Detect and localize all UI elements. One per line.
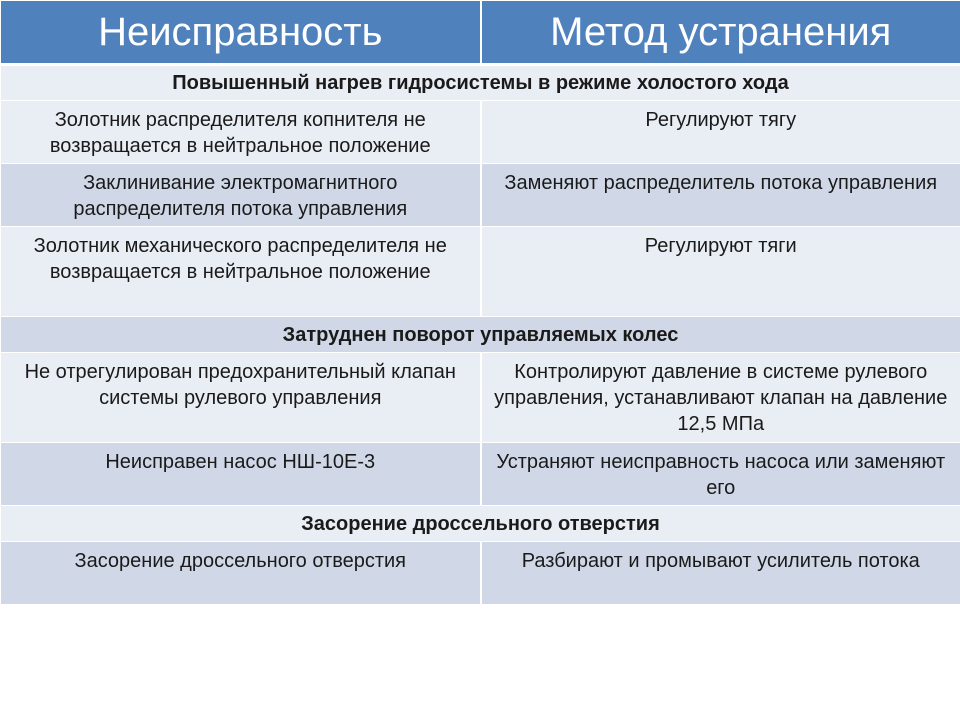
fault-cell: Золотник распределителя копнителя не возвращается в нейтральное положение bbox=[1, 101, 481, 164]
method-cell: Устраняют неисправность насоса или заменяют его bbox=[481, 443, 960, 506]
fault-cell: Золотник механического распределителя не возвращается в нейтральное положение bbox=[1, 227, 481, 317]
table-row bbox=[1, 542, 960, 605]
section-row bbox=[1, 317, 960, 353]
method-cell: Регулируют тягу bbox=[481, 101, 960, 164]
fault-cell: Неисправен насос НШ-10Е-3 bbox=[1, 443, 481, 506]
method-cell: Заменяют распределитель потока управления bbox=[481, 164, 960, 227]
method-cell: Контролируют давление в системе рулевого управления, устанавливают клапан на давление 12,5 МПа bbox=[481, 353, 960, 443]
fault-cell: Не отрегулирован предохранительный клапан системы рулевого управления bbox=[1, 353, 481, 443]
section-row bbox=[1, 506, 960, 542]
section-row bbox=[1, 65, 960, 101]
fault-cell: Засорение дроссельного отверстия bbox=[1, 542, 481, 605]
table-row bbox=[1, 353, 960, 443]
section-title: Повышенный нагрев гидросистемы в режиме холостого хода bbox=[1, 65, 960, 101]
table-row bbox=[1, 227, 960, 317]
section-title: Засорение дроссельного отверстия bbox=[1, 506, 960, 542]
header-method: Метод устранения bbox=[481, 1, 960, 65]
section-title: Затруднен поворот управляемых колес bbox=[1, 317, 960, 353]
method-cell: Разбирают и промывают усилитель потока bbox=[481, 542, 960, 605]
header-fault: Неисправность bbox=[1, 1, 481, 65]
header-row bbox=[1, 1, 960, 65]
table-row bbox=[1, 164, 960, 227]
method-cell: Регулируют тяги bbox=[481, 227, 960, 317]
fault-cell: Заклинивание электромагнитного распределителя потока управления bbox=[1, 164, 481, 227]
table-row bbox=[1, 101, 960, 164]
table-row bbox=[1, 443, 960, 506]
